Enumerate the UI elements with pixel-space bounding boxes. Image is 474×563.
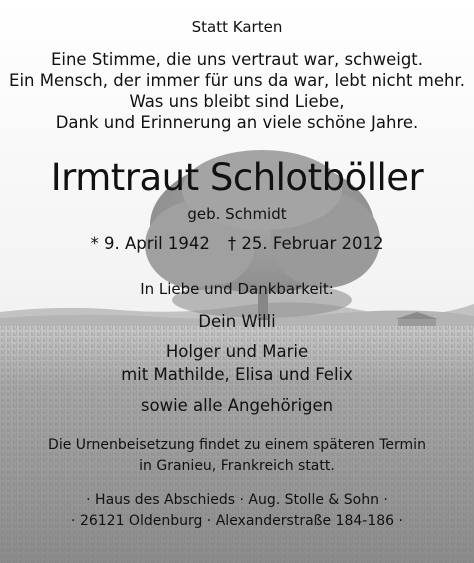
poem-line: Dank und Erinnerung an viele schöne Jahre. xyxy=(55,113,419,132)
deceased-name: Irmtraut Schlotböller xyxy=(50,156,424,199)
mourner-line: Holger und Marie xyxy=(165,342,309,361)
dedication-intro: In Liebe und Dankbarkeit: xyxy=(140,280,334,298)
funeral-home-line: · Haus des Abschieds · Aug. Stolle & Sohn · xyxy=(86,492,388,508)
funeral-note-line: Die Urnenbeisetzung findet zu einem späteren Termin xyxy=(48,437,426,453)
poem-line: Was uns bleibt sind Liebe, xyxy=(129,92,345,111)
funeral-home-line: · 26121 Oldenburg · Alexanderstraße 184-186 · xyxy=(71,513,403,529)
death-date: † 25. Februar 2012 xyxy=(227,234,384,253)
poem-line: Eine Stimme, die uns vertraut war, schweigt. xyxy=(50,50,424,69)
funeral-note-line: in Granieu, Frankreich statt. xyxy=(139,458,335,474)
header-statt-karten: Statt Karten xyxy=(191,18,283,36)
life-dates xyxy=(0,236,474,253)
mourner-line: sowie alle Angehörigen xyxy=(140,396,334,415)
birth-name: geb. Schmidt xyxy=(187,205,287,223)
mourner-line: mit Mathilde, Elisa und Felix xyxy=(121,365,353,384)
birth-date: * 9. April 1942 xyxy=(90,234,210,253)
poem-line: Ein Mensch, der immer für uns da war, lebt nicht mehr. xyxy=(9,71,465,90)
mourner-line: Dein Willi xyxy=(198,312,276,331)
